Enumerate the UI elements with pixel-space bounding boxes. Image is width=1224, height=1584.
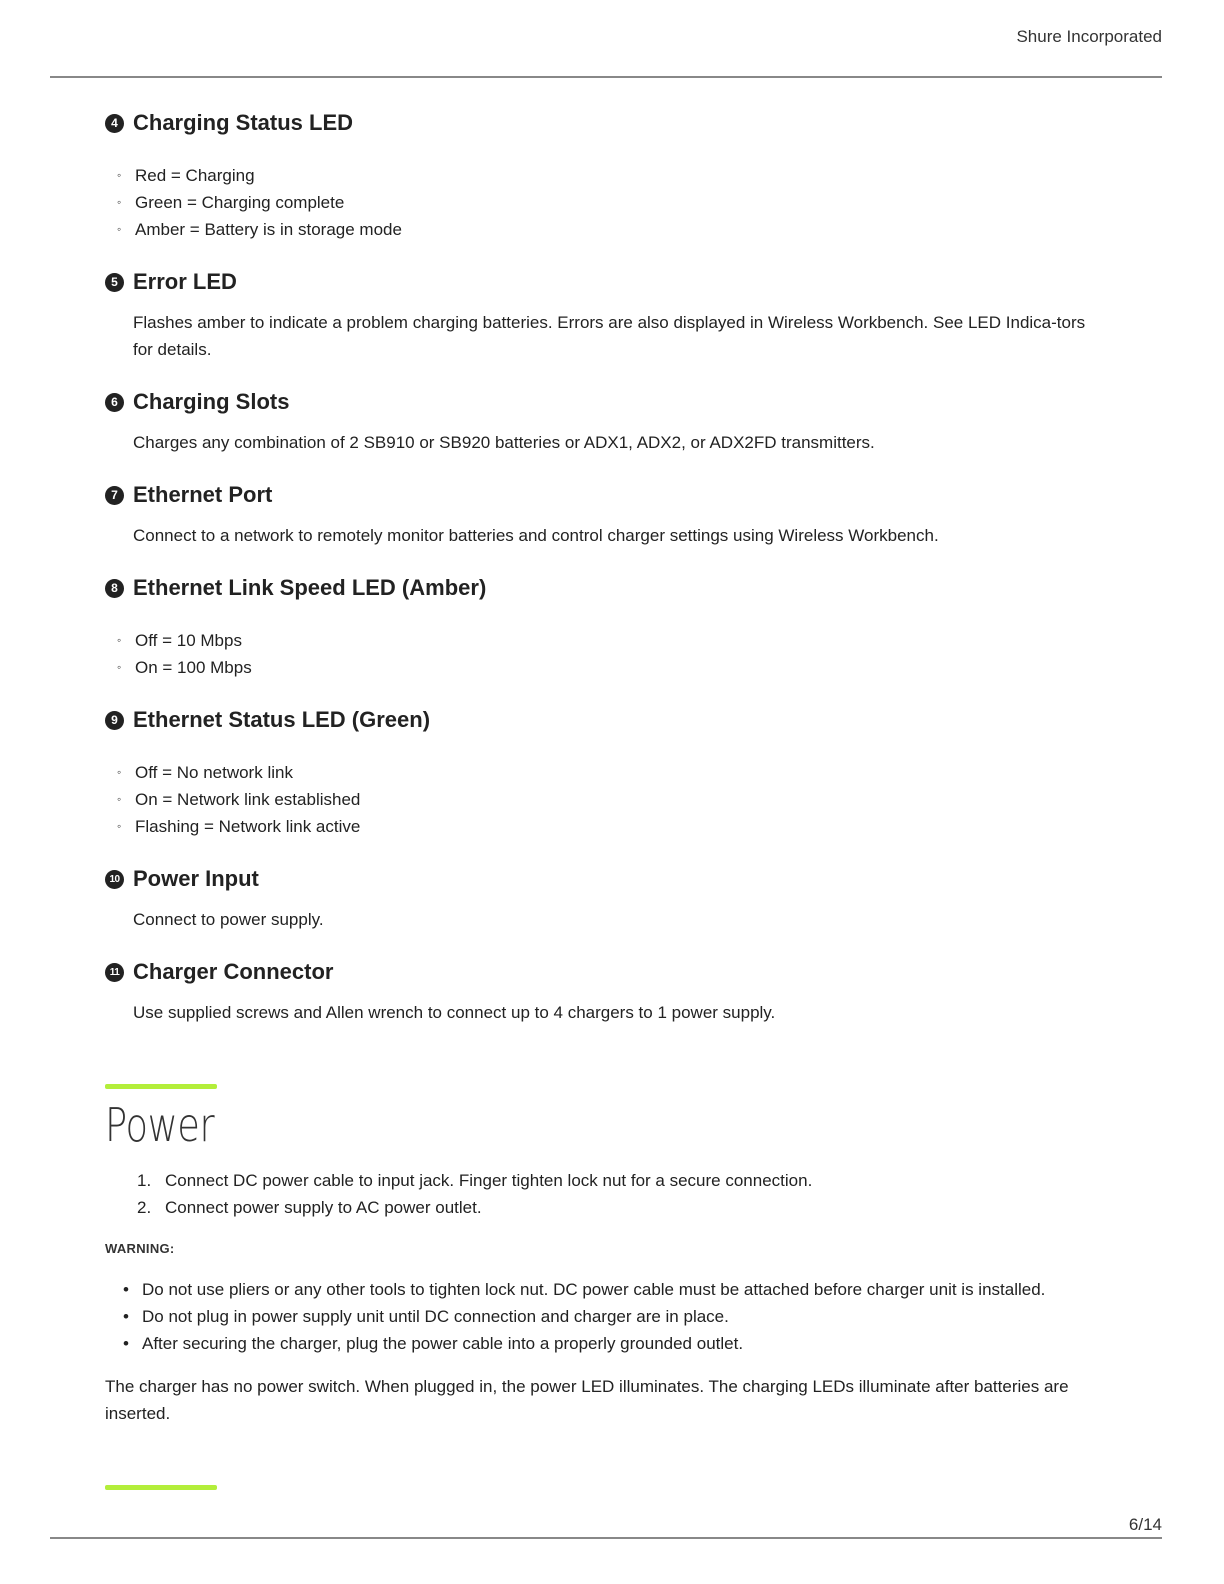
list-item: ◦ Off = 10 Mbps xyxy=(117,627,1115,654)
number-7-icon: 7 xyxy=(105,486,124,505)
heading-ethernet-status-led xyxy=(105,705,1115,735)
list-item: • Do not plug in power supply unit until DC connection and charger are in place. xyxy=(123,1303,1115,1330)
list-item xyxy=(137,1167,1115,1194)
list-item: • Do not use pliers or any other tools to tighten lock nut. DC power cable must be attached before charger unit is installed. xyxy=(123,1276,1115,1303)
heading-text: Error LED xyxy=(133,269,237,294)
heading-error-led xyxy=(105,267,1115,297)
heading-text: Charging Slots xyxy=(133,389,290,414)
page-content xyxy=(105,108,1115,1490)
list-item: ◦ On = Network link established xyxy=(117,786,1115,813)
heading-charger-connector xyxy=(105,957,1115,987)
list-item: ◦ Red = Charging xyxy=(117,162,1115,189)
error-led-description: Flashes amber to indicate a problem charging batteries. Errors are also displayed in Wireless Workbench. See LED Indica-tors for details. xyxy=(133,313,1086,359)
power-input-description: Connect to power supply. xyxy=(133,910,324,929)
charger-connector-description: Use supplied screws and Allen wrench to connect up to 4 chargers to 1 power supply. xyxy=(133,1003,776,1022)
number-10-icon: 10 xyxy=(105,870,124,889)
heading-text: Power Input xyxy=(133,866,259,891)
step-text: Connect DC power cable to input jack. Finger tighten lock nut for a secure connection. xyxy=(165,1171,813,1190)
step-number: 2. xyxy=(137,1198,152,1217)
number-8-icon: 8 xyxy=(105,579,124,598)
number-11-icon: 11 xyxy=(105,963,124,982)
heading-text: Charging Status LED xyxy=(133,110,354,135)
page-number: 6/14 xyxy=(1128,1515,1162,1534)
heading-power-input xyxy=(105,864,1115,894)
link-speed-list xyxy=(105,627,1115,681)
list-item: ◦ Flashing = Network link active xyxy=(117,813,1115,840)
section-accent-bar xyxy=(105,1485,217,1490)
number-4-icon: 4 xyxy=(105,114,124,133)
list-item xyxy=(137,1194,1115,1221)
charging-slots-description: Charges any combination of 2 SB910 or SB920 batteries or ADX1, ADX2, or ADX2FD transmitters. xyxy=(133,433,875,452)
heading-text: Ethernet Status LED (Green) xyxy=(133,707,431,732)
heading-text: Charger Connector xyxy=(133,959,334,984)
list-item: • After securing the charger, plug the power cable into a properly grounded outlet. xyxy=(123,1330,1115,1357)
section-accent-bar xyxy=(105,1084,217,1089)
list-item: ◦ Green = Charging complete xyxy=(117,189,1115,216)
ethernet-port-description: Connect to a network to remotely monitor batteries and control charger settings using Wireless Workbench. xyxy=(133,526,939,545)
list-item: ◦ Off = No network link xyxy=(117,759,1115,786)
list-item: ◦ On = 100 Mbps xyxy=(117,654,1115,681)
list-item: ◦ Amber = Battery is in storage mode xyxy=(117,216,1115,243)
power-section-title: Power xyxy=(105,1098,215,1152)
heading-ethernet-link-speed-led xyxy=(105,573,1115,603)
number-5-icon: 5 xyxy=(105,273,124,292)
heading-ethernet-port xyxy=(105,480,1115,510)
warning-list xyxy=(105,1276,1115,1357)
header-company: Shure Incorporated xyxy=(1016,27,1162,46)
step-number: 1. xyxy=(137,1171,152,1190)
step-text: Connect power supply to AC power outlet. xyxy=(165,1198,482,1217)
header-divider xyxy=(50,76,1162,78)
heading-charging-status-led xyxy=(105,108,1115,138)
number-6-icon: 6 xyxy=(105,393,124,412)
heading-text: Ethernet Link Speed LED (Amber) xyxy=(133,575,487,600)
warning-label: WARNING: xyxy=(105,1241,175,1256)
heading-text: Ethernet Port xyxy=(133,482,273,507)
charging-status-list xyxy=(105,162,1115,243)
power-steps-list xyxy=(105,1167,1115,1221)
heading-charging-slots xyxy=(105,387,1115,417)
number-9-icon: 9 xyxy=(105,711,124,730)
footer-divider xyxy=(50,1537,1162,1539)
power-note: The charger has no power switch. When plugged in, the power LED illuminates. The charging LEDs illuminate after batteries are inserted. xyxy=(105,1377,1069,1423)
ethernet-status-list xyxy=(105,759,1115,840)
